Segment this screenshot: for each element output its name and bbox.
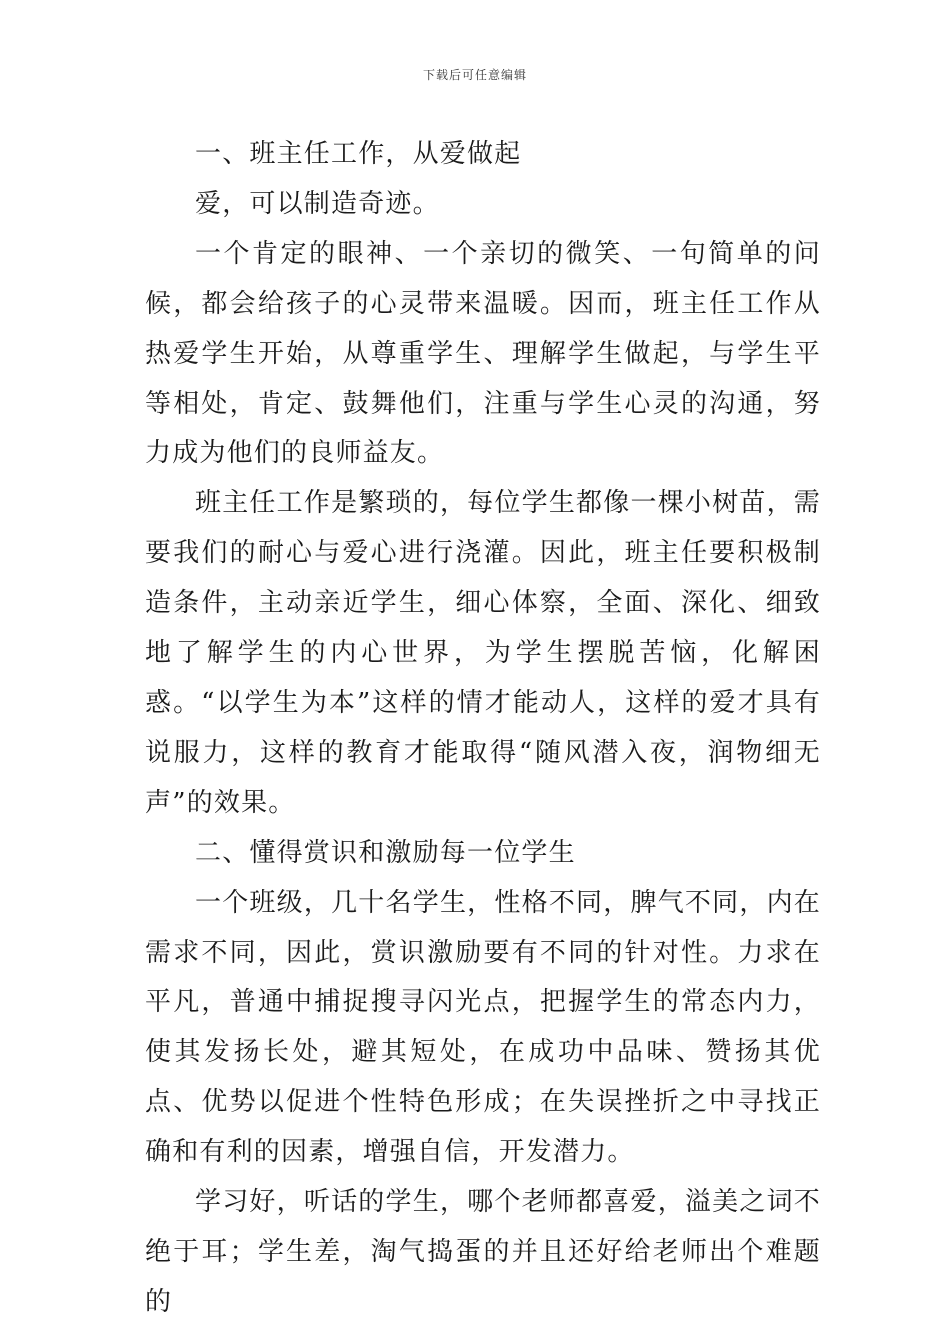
paragraph: 爱，可以制造奇迹。 (195, 188, 440, 219)
paragraph: 班主任工作是繁琐的，每位学生都像一棵小树苗，需要我们的耐心与爱心进行浇灌。因此，班主任要积极制造条件，主动亲近学生，细心体察，全面、深化、细致地了解学生的内心世界，为学生摆脱苦恼，化解困惑。“以学生为本”这样的情才能动人，这样的爱才具有说服力，这样的教育才能取得“随风潜入夜，润物细无声”的效果。 (145, 488, 821, 818)
section-heading-2: 二、懂得赏识和激励每一位学生 (195, 837, 576, 868)
paragraph: 一个肯定的眼神、一个亲切的微笑、一句简单的问候，都会给孩子的心灵带来温暖。因而，班主任工作从热爱学生开始，从尊重学生、理解学生做起，与学生平等相处，肯定、鼓舞他们，注重与学生心灵的沟通，努力成为他们的良师益友。 (145, 238, 821, 469)
section-heading-1: 一、班主任工作，从爱做起 (195, 139, 522, 169)
paragraph: 一个班级，几十名学生，性格不同，脾气不同，内在需求不同，因此，赏识激励要有不同的针对性。力求在平凡，普通中捕捉搜寻闪光点，把握学生的常态内力，使其发扬长处，避其短处，在成功中品味、赞扬其优点、优势以促进个性特色形成；在失误挫折之中寻找正确和有利的因素，增强自信，开发潜力。 (145, 887, 821, 1168)
document-body (145, 130, 821, 1328)
paragraph: 学习好，听话的学生，哪个老师都喜爱，溢美之词不绝于耳；学生差，淘气捣蛋的并且还好给老师出个难题的 (145, 1187, 821, 1317)
page-header: 下载后可任意编辑 (422, 68, 527, 82)
